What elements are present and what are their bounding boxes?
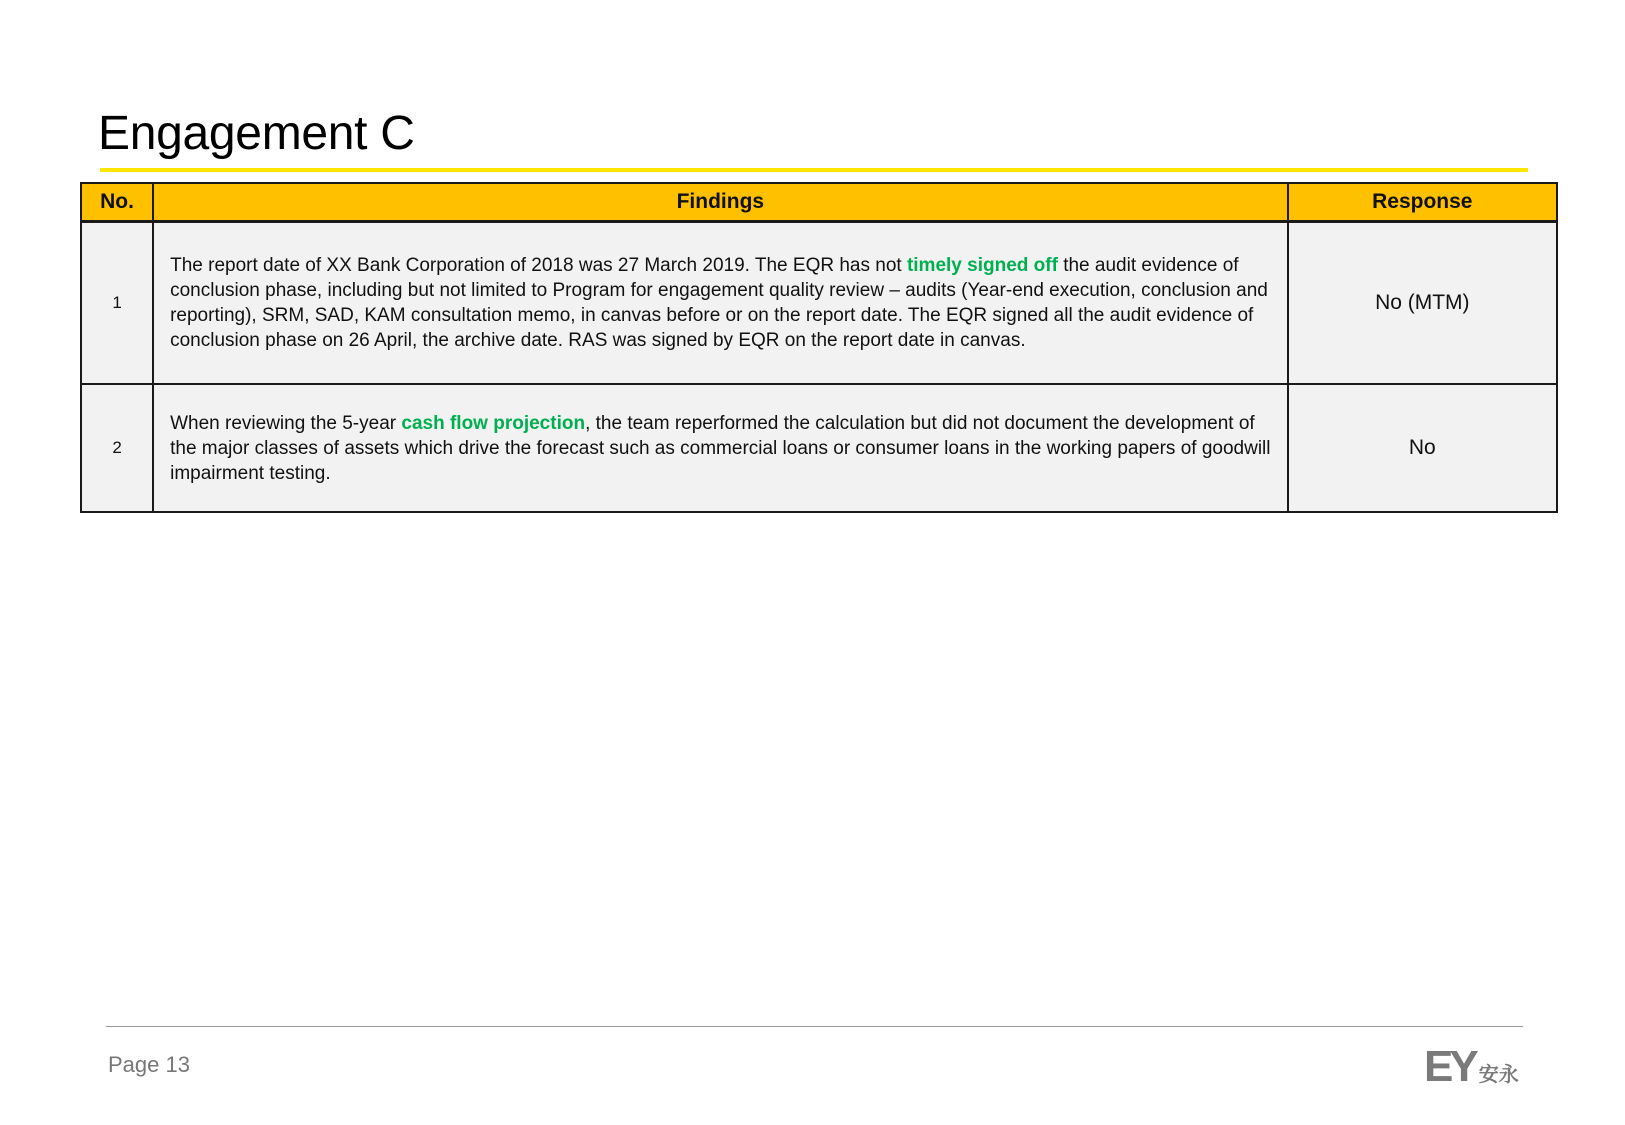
- finding-text: [153, 384, 1288, 512]
- response-value: No (MTM): [1288, 222, 1557, 385]
- findings-table: [80, 182, 1558, 513]
- table-row: [81, 384, 1557, 512]
- page-number: Page 13: [108, 1052, 190, 1077]
- header-no: No.: [81, 183, 153, 222]
- table-header-row: [81, 183, 1557, 222]
- ey-logo: [1424, 1042, 1528, 1091]
- title-underline: [100, 168, 1528, 172]
- logo-chinese: 安永: [1478, 1062, 1519, 1086]
- header-findings: Findings: [153, 183, 1288, 222]
- finding-text-before: When reviewing the 5-year: [170, 412, 402, 434]
- finding-highlight: timely signed off: [906, 255, 1058, 276]
- header-response: Response: [1288, 183, 1557, 222]
- finding-text-after: the audit evidence of conclusion phase, including but not limited to Program for engagement quality review – audits (Year-end execution, conclusion and reporting), SRM, SAD, KAM consultation memo, in canvas before or on the report date. The EQR signed all the audit evidence of conclusion phase on 26 April, the archive date. RAS was signed by EQR on the report date in canvas.: [170, 255, 1268, 351]
- finding-text: [153, 222, 1288, 385]
- response-value: No: [1288, 384, 1557, 512]
- row-number: 2: [81, 384, 153, 512]
- logo-mark: EY: [1424, 1042, 1475, 1091]
- page-title: Engagement C: [98, 107, 415, 160]
- finding-highlight: cash flow projection: [401, 412, 586, 434]
- table-row: [81, 222, 1557, 385]
- finding-text-before: The report date of XX Bank Corporation of 2018 was 27 March 2019. The EQR has not: [170, 255, 907, 276]
- row-number: 1: [81, 222, 153, 385]
- finding-text-after: , the team reperformed the calculation but did not document the development of the major classes of assets which drive the forecast such as commercial loans or consumer loans in the working papers of goodwill impairment testing.: [170, 412, 1271, 484]
- footer-divider: [106, 1026, 1523, 1027]
